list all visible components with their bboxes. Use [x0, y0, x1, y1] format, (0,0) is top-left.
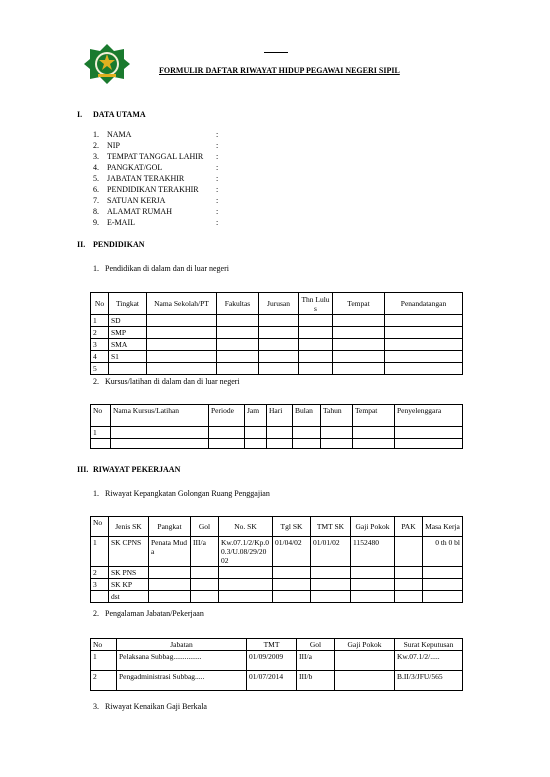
table-cell: [293, 439, 321, 449]
table-cell: [423, 579, 463, 591]
table-cell: [385, 315, 463, 327]
section-3-heading: RIWAYAT PEKERJAAN: [93, 465, 181, 474]
table-cell: [273, 567, 311, 579]
table-cell: [395, 537, 423, 567]
header-cell: Tahun: [321, 405, 353, 427]
table-cell: 2: [91, 327, 109, 339]
table-cell: Penata Muda: [149, 537, 191, 567]
header-cell: Tingkat: [109, 293, 147, 315]
table-cell: [385, 339, 463, 351]
table-cell: [321, 427, 353, 439]
header-cell: TMT: [247, 639, 297, 651]
subsection-3-1: 1. Riwayat Kepangkatan Golongan Ruang Penggajian: [93, 489, 270, 498]
header-cell: Jurusan: [259, 293, 299, 315]
table-row: [91, 651, 463, 671]
table-cell: [335, 671, 395, 691]
table-cell: 1: [91, 651, 117, 671]
table-cell: Pengadministrasi Subbag.....: [117, 671, 247, 691]
table-row: [91, 315, 463, 327]
table-cell: [311, 591, 351, 603]
section-1-number: I.: [77, 110, 83, 119]
table-cell: dst: [109, 591, 149, 603]
education-table: [90, 292, 463, 375]
table-cell: [147, 351, 217, 363]
header-cell: Surat Keputusan: [395, 639, 463, 651]
table-cell: [395, 427, 463, 439]
table-cell: [217, 315, 259, 327]
field-pendidikan: 6. PENDIDIKAN TERAKHIR :: [93, 185, 219, 194]
table-cell: S1: [109, 351, 147, 363]
table-cell: [351, 579, 395, 591]
section-2-number: II.: [77, 240, 86, 249]
table-row: [91, 579, 463, 591]
table-header-row: [91, 293, 463, 315]
table-row: [91, 351, 463, 363]
header-cell: Penyelenggara: [395, 405, 463, 427]
table-row: [91, 537, 463, 567]
section-2-heading: PENDIDIKAN: [93, 240, 145, 249]
table-cell: [149, 567, 191, 579]
table-cell: [219, 591, 273, 603]
header-cell: Jabatan: [117, 639, 247, 651]
table-cell: 01/04/02: [273, 537, 311, 567]
table-cell: Kw.07.1/2/.....: [395, 651, 463, 671]
table-cell: [299, 339, 333, 351]
table-row: [91, 439, 463, 449]
table-cell: [149, 591, 191, 603]
subsection-3-2: 2. Pengalaman Jabatan/Pekerjaan: [93, 609, 204, 618]
table-cell: [219, 567, 273, 579]
table-cell: III/a: [297, 651, 335, 671]
table-cell: B.II/3/JFU/565: [395, 671, 463, 691]
table-cell: SD: [109, 315, 147, 327]
header-cell: Nama Kursus/Latihan: [111, 405, 209, 427]
table-cell: 1: [91, 315, 109, 327]
table-row: [91, 567, 463, 579]
field-pangkat: 4. PANGKAT/GOL :: [93, 163, 219, 172]
table-cell: SMP: [109, 327, 147, 339]
table-cell: [351, 591, 395, 603]
table-cell: [333, 351, 385, 363]
table-cell: 3: [91, 339, 109, 351]
field-nip: 2. NIP :: [93, 141, 219, 150]
header-cell: Periode: [209, 405, 245, 427]
table-cell: 3: [91, 579, 109, 591]
subsection-2-1: 1. Pendidikan di dalam dan di luar negeri: [93, 264, 229, 273]
table-cell: [273, 591, 311, 603]
table-cell: 2: [91, 567, 109, 579]
field-email: 9. E-MAIL :: [93, 218, 219, 227]
table-cell: [191, 567, 219, 579]
table-cell: [147, 363, 217, 375]
table-cell: [293, 427, 321, 439]
table-cell: [91, 439, 111, 449]
table-cell: [353, 427, 395, 439]
table-cell: [219, 579, 273, 591]
table-row: [91, 591, 463, 603]
table-cell: [147, 327, 217, 339]
section-1-heading: DATA UTAMA: [93, 110, 146, 119]
table-row: [91, 363, 463, 375]
table-cell: [299, 315, 333, 327]
table-cell: [259, 339, 299, 351]
table-cell: SMA: [109, 339, 147, 351]
ministry-emblem-logo: [84, 44, 130, 84]
table-cell: [259, 363, 299, 375]
section-3-number: III.: [77, 465, 89, 474]
table-cell: [423, 567, 463, 579]
table-cell: [299, 327, 333, 339]
table-cell: [149, 579, 191, 591]
table-cell: SK PNS: [109, 567, 149, 579]
table-cell: III/a: [191, 537, 219, 567]
table-cell: [273, 579, 311, 591]
table-cell: [109, 363, 147, 375]
table-cell: Kw.07.1/2/Kp.00.3/U.08/29/2002: [219, 537, 273, 567]
header-cell: No: [91, 405, 111, 427]
table-header-row: [91, 405, 463, 427]
header-cell: No: [91, 293, 109, 315]
table-cell: [351, 567, 395, 579]
table-cell: [395, 591, 423, 603]
table-cell: [209, 439, 245, 449]
header-cell: Masa Kerja: [423, 517, 463, 537]
table-cell: [111, 439, 209, 449]
field-alamat: 8. ALAMAT RUMAH :: [93, 207, 219, 216]
table-cell: [147, 315, 217, 327]
header-cell: Tempat: [353, 405, 395, 427]
header-cell: Jam: [245, 405, 267, 427]
table-header-row: [91, 639, 463, 651]
header-cell: Pangkat: [149, 517, 191, 537]
header-cell: No: [91, 517, 109, 537]
header-cell: Hari: [267, 405, 293, 427]
table-cell: [259, 351, 299, 363]
table-cell: [147, 339, 217, 351]
header-cell: No. SK: [219, 517, 273, 537]
table-cell: 4: [91, 351, 109, 363]
top-rule: [264, 52, 288, 53]
rank-history-table: [90, 516, 463, 603]
table-cell: [395, 579, 423, 591]
header-cell: Nama Sekolah/PT: [147, 293, 217, 315]
field-jabatan: 5. JABATAN TERAKHIR :: [93, 174, 219, 183]
table-cell: [217, 339, 259, 351]
table-cell: [217, 351, 259, 363]
table-cell: [395, 439, 463, 449]
table-cell: [209, 427, 245, 439]
header-cell: Gol: [297, 639, 335, 651]
course-table: [90, 404, 463, 449]
table-cell: 01/09/2009: [247, 651, 297, 671]
field-ttl: 3. TEMPAT TANGGAL LAHIR :: [93, 152, 219, 161]
table-row: [91, 327, 463, 339]
header-cell: Fakultas: [217, 293, 259, 315]
table-cell: [385, 327, 463, 339]
table-cell: 5: [91, 363, 109, 375]
table-cell: SK CPNS: [109, 537, 149, 567]
table-cell: [385, 363, 463, 375]
table-row: [91, 427, 463, 439]
table-cell: [259, 315, 299, 327]
table-cell: [333, 363, 385, 375]
table-cell: [311, 579, 351, 591]
header-cell: Gaji Pokok: [335, 639, 395, 651]
table-cell: [191, 579, 219, 591]
header-cell: Bulan: [293, 405, 321, 427]
field-nama: 1. NAMA :: [93, 130, 219, 139]
header-cell: Penandatangan: [385, 293, 463, 315]
header-cell: Tempat: [333, 293, 385, 315]
table-cell: 1152480: [351, 537, 395, 567]
table-cell: 0 th 0 bl: [423, 537, 463, 567]
table-cell: [333, 315, 385, 327]
table-cell: [267, 439, 293, 449]
table-cell: [353, 439, 395, 449]
header-cell: No: [91, 639, 117, 651]
table-cell: [423, 591, 463, 603]
header-cell: PAK: [395, 517, 423, 537]
table-cell: [311, 567, 351, 579]
header-cell: TMT SK: [311, 517, 351, 537]
job-experience-table: [90, 638, 463, 691]
table-cell: [217, 327, 259, 339]
table-cell: 1: [91, 427, 111, 439]
subsection-3-3: 3. Riwayat Kenaikan Gaji Berkala: [93, 702, 207, 711]
page-title: FORMULIR DAFTAR RIWAYAT HIDUP PEGAWAI NEGERI SIPIL: [159, 66, 400, 75]
table-cell: 01/07/2014: [247, 671, 297, 691]
table-cell: [333, 339, 385, 351]
table-cell: [299, 363, 333, 375]
header-cell: Gol: [191, 517, 219, 537]
table-cell: [335, 651, 395, 671]
table-cell: [267, 427, 293, 439]
table-cell: [91, 591, 109, 603]
table-cell: [245, 427, 267, 439]
header-cell: Tgl SK: [273, 517, 311, 537]
table-cell: SK KP: [109, 579, 149, 591]
table-cell: 1: [91, 537, 109, 567]
table-cell: [385, 351, 463, 363]
table-cell: III/b: [297, 671, 335, 691]
table-cell: [217, 363, 259, 375]
table-cell: Pelaksana Subbag...............: [117, 651, 247, 671]
subsection-2-2: 2. Kursus/latihan di dalam dan di luar negeri: [93, 377, 240, 386]
table-cell: [395, 567, 423, 579]
table-cell: [299, 351, 333, 363]
field-satuan-kerja: 7. SATUAN KERJA :: [93, 196, 219, 205]
table-cell: [245, 439, 267, 449]
table-cell: [191, 591, 219, 603]
table-cell: [259, 327, 299, 339]
header-cell: Gaji Pokok: [351, 517, 395, 537]
header-cell: Jenis SK: [109, 517, 149, 537]
table-row: [91, 339, 463, 351]
table-header-row: [91, 517, 463, 537]
table-cell: [333, 327, 385, 339]
table-row: [91, 671, 463, 691]
table-cell: [111, 427, 209, 439]
table-cell: 01/01/02: [311, 537, 351, 567]
table-cell: [321, 439, 353, 449]
table-cell: 2: [91, 671, 117, 691]
header-cell: Thn Lulus: [299, 293, 333, 315]
